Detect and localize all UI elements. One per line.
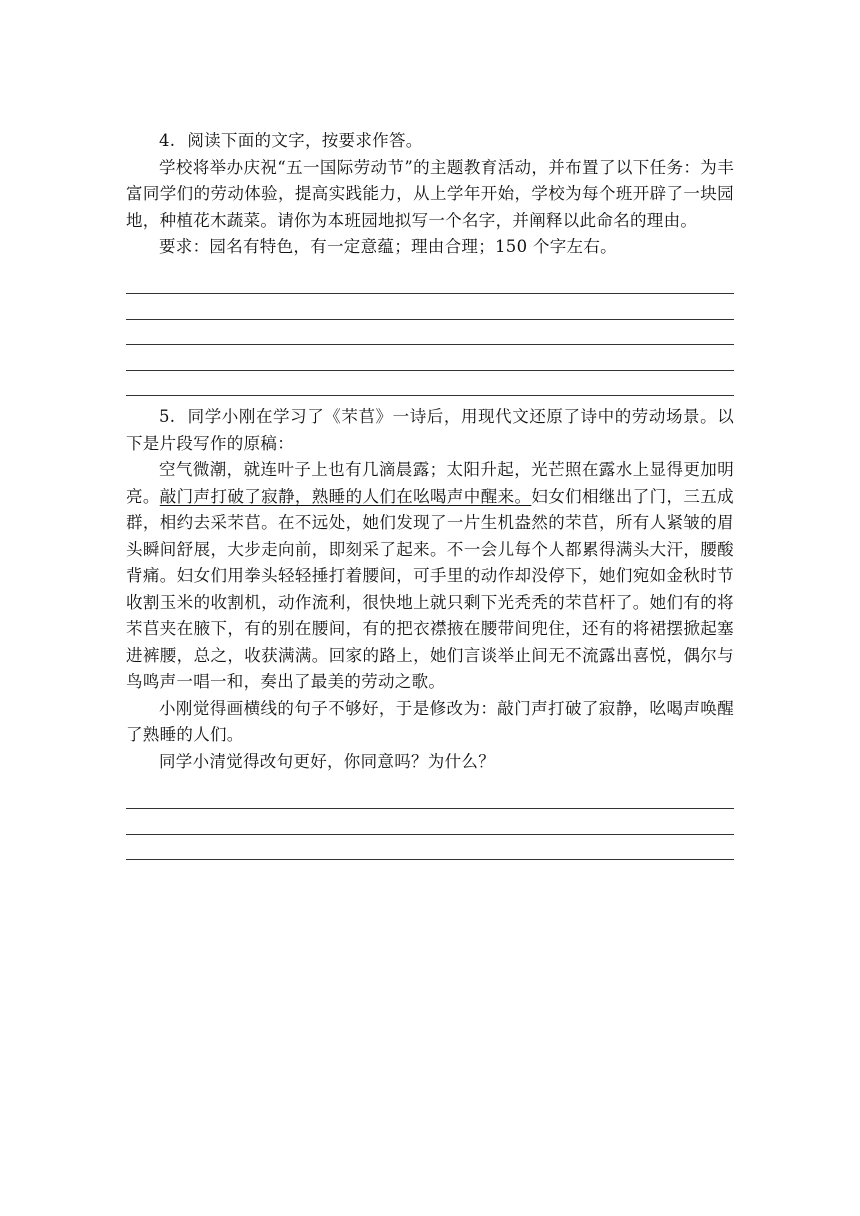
answer-line[interactable] <box>126 835 734 861</box>
page-content <box>126 128 734 860</box>
question-5-prompt <box>126 404 734 457</box>
question-5 <box>126 404 734 860</box>
answer-line[interactable] <box>126 783 734 809</box>
question-4-requirement: 要求：园名有特色，有一定意蕴；理由合理；150 个字左右。 <box>159 237 617 256</box>
passage-part-1: 空气微潮，就连叶子上也有几滴晨露；太阳升起，光芒照在露水上显得更加明亮。 <box>126 460 734 506</box>
question-4-prompt <box>126 128 734 155</box>
question-5-answer-area[interactable] <box>126 783 734 860</box>
question-5-passage <box>126 457 734 696</box>
underlined-sentence: 敲门声打破了寂静，熟睡的人们在吆喝声中醒来。 <box>159 486 532 506</box>
passage-part-2: 妇女们相继出了门，三五成群，相约去采芣苢。在不远处，她们发现了一片生机盎然的芣苢，所有人紧皱的眉头瞬间舒展，大步走向前，即刻采了起来。不一会儿每个人都累得满头大汗，腰酸背痛。妇女们用拳头轻轻捶打着腰间，可手里的动作却没停下，她们宛如金秋时节收割玉米的收割机，动作流利，很快地上就只剩下光秃秃的芣苢杆了。她们有的将芣苢夹在腋下，有的别在腰间，有的把衣襟掖在腰带间兜住，还有的将裙摆掀起塞进裤腰，总之，收获满满。回家的路上，她们言谈举止间无不流露出喜悦，偶尔与鸟鸣声一唱一和，奏出了最美的劳动之歌。 <box>126 486 734 692</box>
answer-line[interactable] <box>126 269 734 295</box>
question-5-revision: 小刚觉得画横线的句子不够好，于是修改为：敲门声打破了寂静，吆喝声唤醒了熟睡的人们。 <box>126 698 734 745</box>
question-5-question: 同学小清觉得改句更好，你同意吗？为什么？ <box>159 751 495 771</box>
question-4-context: 学校将举办庆祝“五一国际劳动节”的主题教育活动，并布置了以下任务：为丰富同学们的劳动体验，提高实践能力，从上学年开始，学校为每个班开辟了一块园地，种植花木蔬菜。请你为本班园地拟写一个名字，并阐释以此命名的理由。 <box>126 157 734 230</box>
question-4-answer-area[interactable] <box>126 269 734 397</box>
spacer <box>126 396 734 404</box>
answer-line[interactable] <box>126 809 734 835</box>
answer-line[interactable] <box>126 294 734 320</box>
question-4-prompt-text: 阅读下面的文字，按要求作答。 <box>187 131 423 150</box>
question-5-number: 5. <box>159 407 176 427</box>
question-5-prompt-text: 同学小刚在学习了《芣苢》一诗后，用现代文还原了诗中的劳动场景。以下是片段写作的原稿： <box>126 407 734 453</box>
answer-line[interactable] <box>126 320 734 346</box>
question-4 <box>126 128 734 396</box>
question-4-number: 4. <box>159 131 176 150</box>
answer-line[interactable] <box>126 371 734 397</box>
answer-line[interactable] <box>126 345 734 371</box>
